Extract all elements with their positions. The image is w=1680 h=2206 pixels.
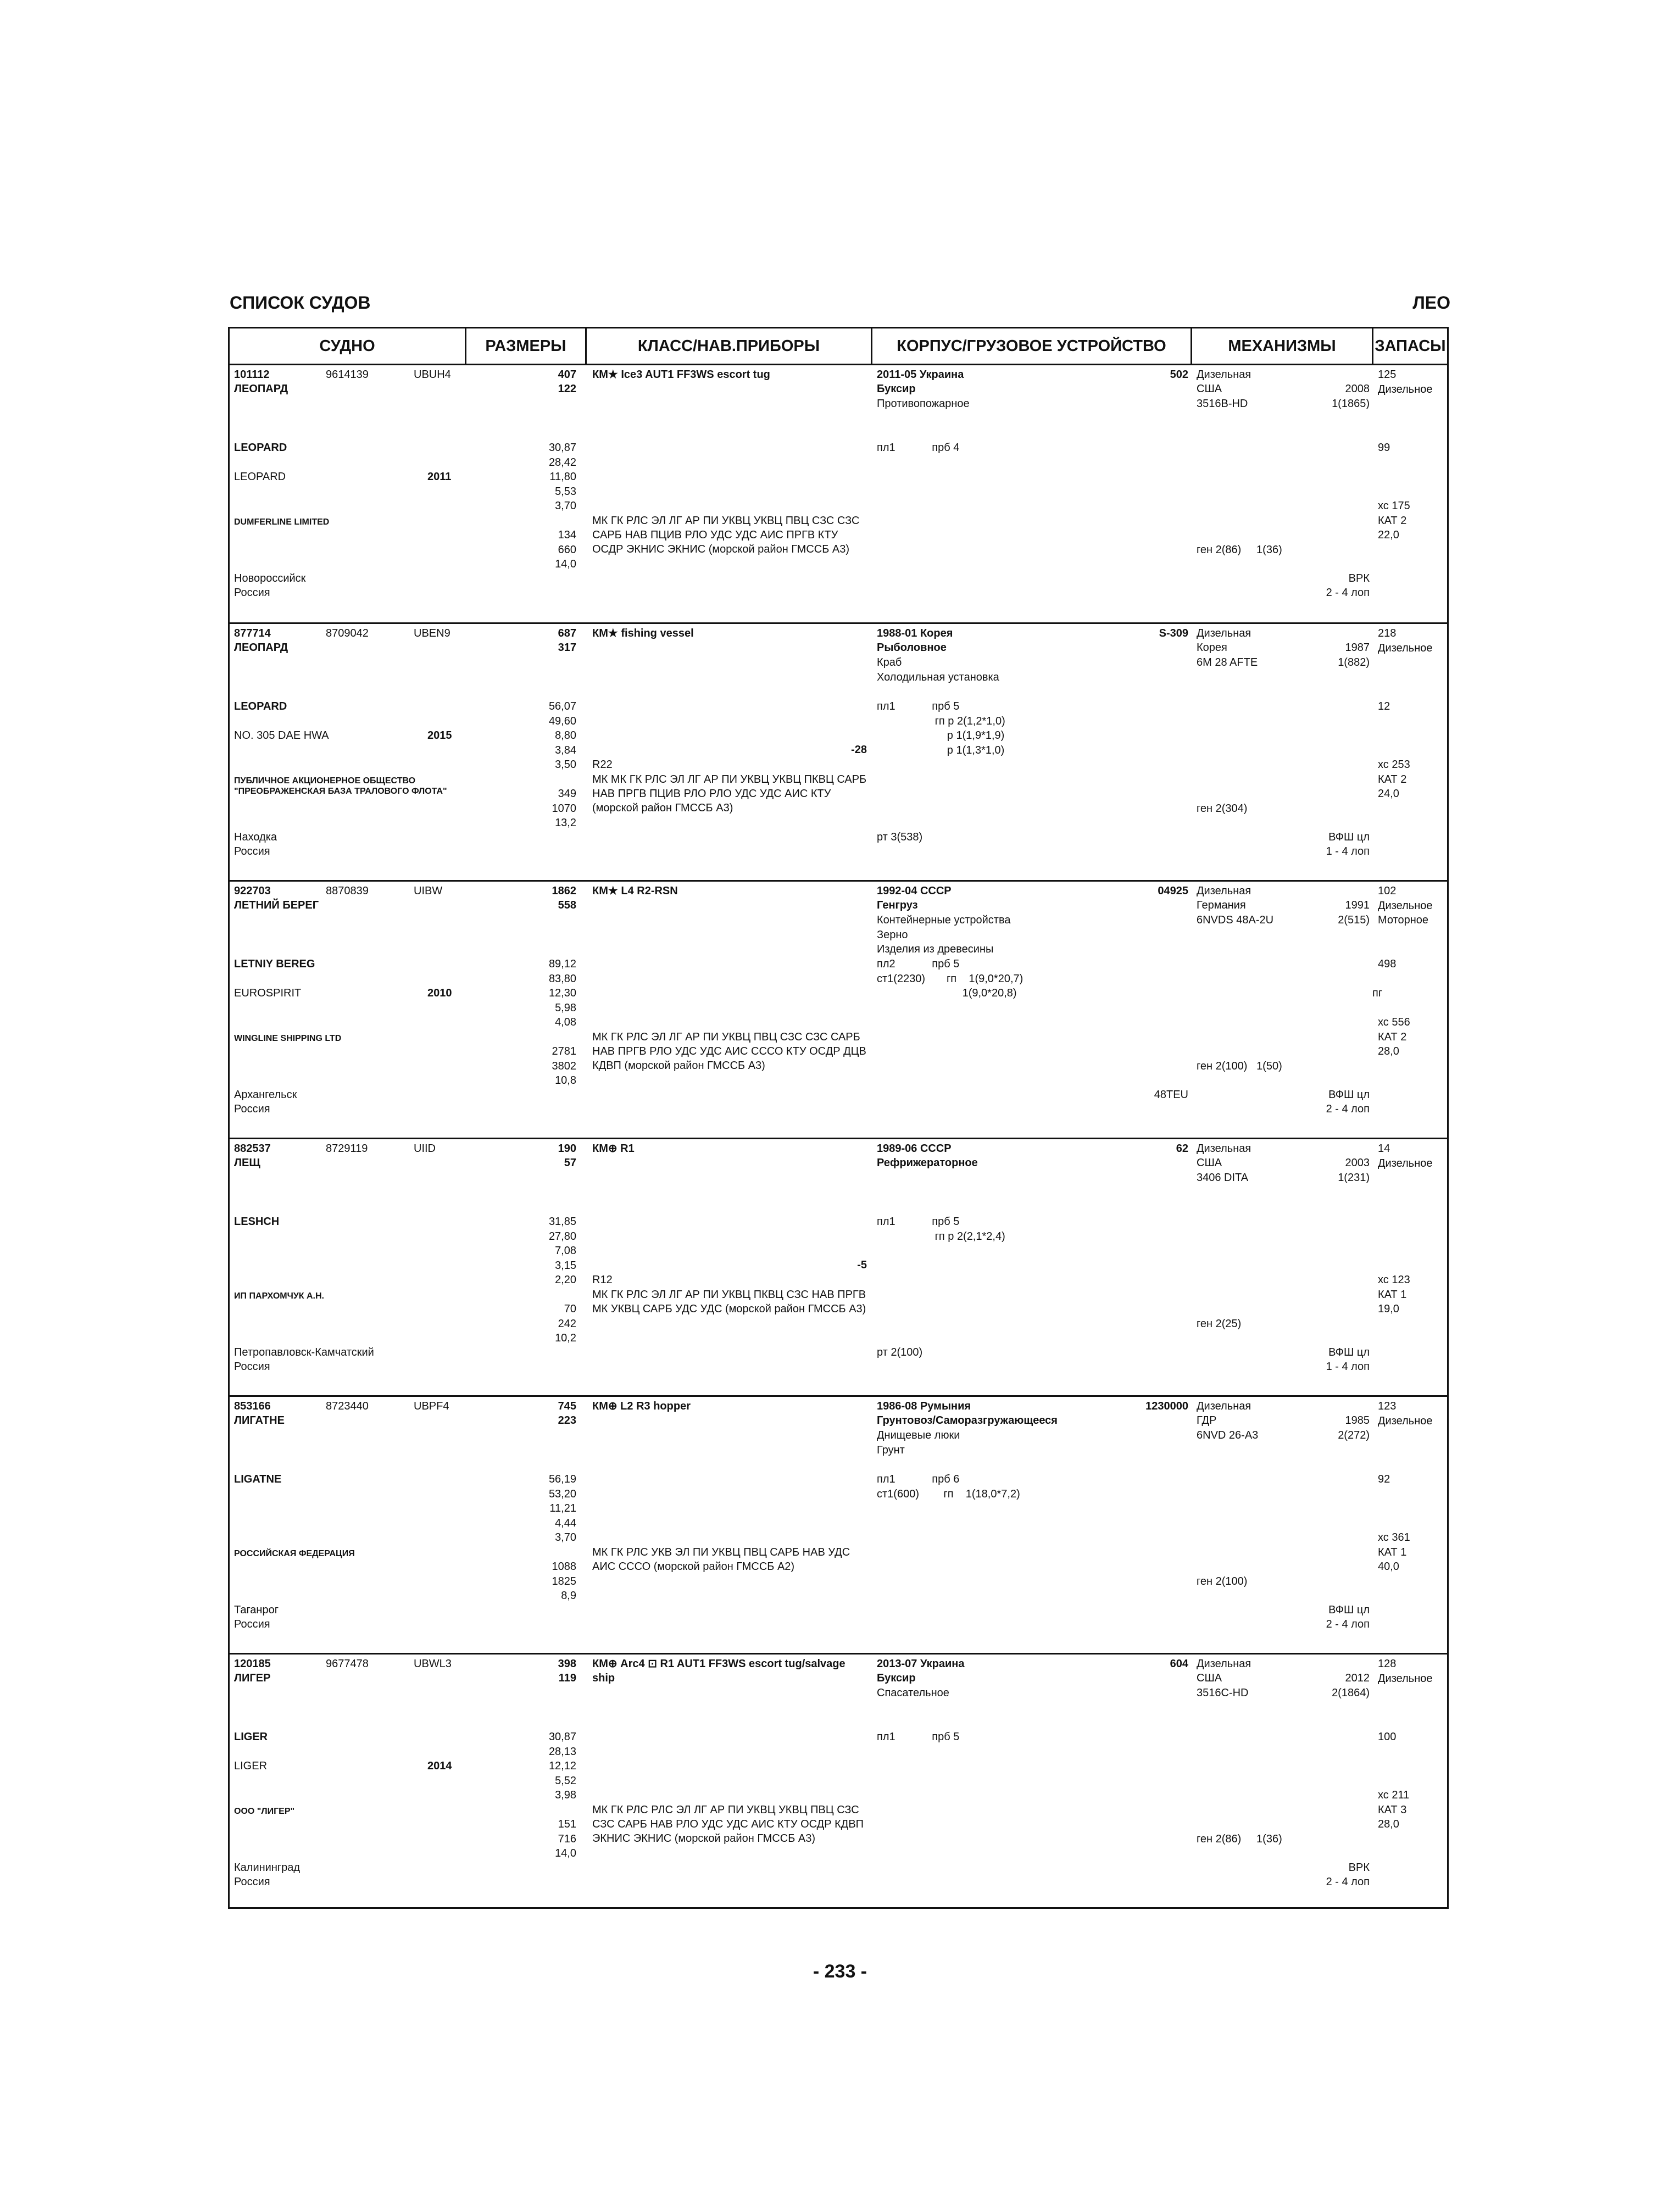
class-notation: КМ★ fishing vessel xyxy=(592,627,694,639)
owner-name: DUMFERLINE LIMITED xyxy=(234,517,330,527)
class-notation: КМ⊕ Arc4 ⊡ R1 AUT1 FF3WS escort tug/salvage xyxy=(592,1658,845,1670)
dimension-value: 3,70 xyxy=(555,1531,576,1544)
dimension-value: 134 xyxy=(558,529,576,541)
vessel-name-ru: ЛЕОПАРД xyxy=(234,642,288,654)
gross-tonnage: 687 xyxy=(558,627,576,639)
header-right-title: ЛЕО xyxy=(1412,293,1450,313)
owner-name: ПУБЛИЧНОЕ АКЦИОНЕРНОЕ ОБЩЕСТВО "ПРЕОБРАЖЕНСКАЯ БАЗА ТРАЛОВОГО ФЛОТА" xyxy=(234,776,447,796)
propeller-type: ВФШ цл xyxy=(1328,831,1370,843)
vessel-type: Буксир xyxy=(877,1672,916,1684)
supply-value: 24,0 xyxy=(1378,788,1399,800)
hull-number: 62 xyxy=(1176,1143,1188,1155)
supply-value: 125 xyxy=(1378,369,1397,381)
dimension-value: 10,8 xyxy=(555,1074,576,1087)
hull-number: 1230000 xyxy=(1145,1400,1188,1412)
dimension-value: 5,52 xyxy=(555,1774,576,1787)
supply-value: хс 361 xyxy=(1378,1531,1410,1544)
net-tonnage: 122 xyxy=(558,383,576,395)
hull-number: S-309 xyxy=(1159,627,1188,639)
call-sign: UIBW xyxy=(414,885,443,897)
engine-power: 2(1864) xyxy=(1332,1687,1370,1699)
supply-value: Дизельное xyxy=(1378,1157,1433,1169)
vessel-name-en: LEOPARD xyxy=(234,700,287,712)
dimension-value: 28,13 xyxy=(548,1745,576,1758)
owner-name: ООО "ЛИГЕР" xyxy=(234,1807,295,1816)
gross-tonnage: 190 xyxy=(558,1143,576,1155)
propeller-blades: 2 - 4 лоп xyxy=(1326,1618,1370,1630)
home-port: Новороссийск xyxy=(234,572,306,584)
vessel-name-ru: ЛЕТНИЙ БЕРЕГ xyxy=(234,899,319,911)
home-port: Находка xyxy=(234,831,277,843)
engine-model: 3406 DITA xyxy=(1197,1172,1249,1184)
supply-value: Дизельное xyxy=(1378,1414,1433,1427)
vessel-type: Рыболовное xyxy=(877,642,947,654)
call-sign: UBEN9 xyxy=(414,627,450,639)
hull-purpose: Спасательное xyxy=(877,1687,949,1699)
engine-country: ГДР xyxy=(1197,1414,1217,1427)
imo-number: 8729119 xyxy=(326,1143,368,1155)
home-port: Таганрог xyxy=(234,1604,279,1616)
former-name: LIGER xyxy=(234,1760,268,1772)
gross-tonnage: 407 xyxy=(558,369,576,381)
cargo-gear: р 1(1,3*1,0) xyxy=(877,744,1005,756)
col-header-hull: КОРПУС/ГРУЗОВОЕ УСТРОЙСТВО xyxy=(872,328,1192,364)
dimension-value: 2,20 xyxy=(555,1274,576,1286)
supply-value: 28,0 xyxy=(1378,1818,1399,1830)
gross-tonnage: 398 xyxy=(558,1658,576,1670)
dimension-value: 3,50 xyxy=(555,759,576,771)
net-tonnage: 317 xyxy=(558,642,576,654)
vessel-record xyxy=(230,880,1447,1139)
supply-value: 12 xyxy=(1378,700,1390,712)
dimension-value: 4,44 xyxy=(555,1517,576,1529)
vessel-record xyxy=(230,1653,1447,1909)
dimension-value: 27,80 xyxy=(548,1230,576,1243)
supply-value: хс 253 xyxy=(1378,759,1410,771)
vessel-record xyxy=(230,622,1447,882)
gross-tonnage: 745 xyxy=(558,1400,576,1412)
dimension-value: 12,12 xyxy=(548,1760,576,1772)
engine-model: 6NVD 26-A3 xyxy=(1197,1429,1259,1441)
dimension-value: 14,0 xyxy=(555,558,576,570)
cargo-gear: р 1(1,9*1,9) xyxy=(877,729,1005,742)
engine-country: США xyxy=(1197,1672,1222,1684)
dimension-value: 49,60 xyxy=(548,715,576,727)
dimension-value: 30,87 xyxy=(548,1731,576,1743)
supply-value: 19,0 xyxy=(1378,1303,1399,1315)
supply-value: КАТ 2 xyxy=(1378,773,1407,786)
cargo-gear: пл1 прб 5 xyxy=(877,1216,960,1228)
vessel-type: Генгруз xyxy=(877,899,918,911)
imo-number: 8723440 xyxy=(326,1400,369,1412)
hull-purpose: Днищевые люки xyxy=(877,1429,960,1441)
col-header-sizes: РАЗМЕРЫ xyxy=(466,328,587,364)
owner-name: ИП ПАРХОМЧУК А.Н. xyxy=(234,1291,324,1301)
supply-value: 28,0 xyxy=(1378,1045,1399,1057)
engine-country: США xyxy=(1197,383,1222,395)
dimension-value: 12,30 xyxy=(548,987,576,999)
supply-value: 14 xyxy=(1378,1143,1390,1155)
generators: ген 2(100) xyxy=(1197,1575,1248,1587)
build-date-country: 1986-08 Румыния xyxy=(877,1400,971,1412)
class-notation: КМ⊕ L2 R3 hopper xyxy=(592,1400,691,1412)
hull-purpose: Краб xyxy=(877,656,902,669)
generators: ген 2(100) 1(50) xyxy=(1197,1060,1282,1072)
class-side-value: -28 xyxy=(851,744,867,756)
cargo-gear: пл1 прб 6 xyxy=(877,1473,960,1485)
engine-year: 1987 xyxy=(1345,642,1370,654)
vessel-record xyxy=(230,1395,1447,1654)
class-notation: КМ★ Ice3 AUT1 FF3WS escort tug xyxy=(592,369,770,381)
refrigeration-capacity: рт 3(538) xyxy=(877,831,923,843)
dimension-value: 1825 xyxy=(552,1575,576,1587)
flag-country: Россия xyxy=(234,587,270,599)
flag-country: Россия xyxy=(234,1361,270,1373)
col-header-vessel: СУДНО xyxy=(230,328,466,364)
dimension-value: 83,80 xyxy=(548,972,576,985)
propeller-blades: 2 - 4 лоп xyxy=(1326,587,1370,599)
dimension-value: 7,08 xyxy=(555,1245,576,1257)
nav-equipment: МК МК ГК РЛС ЭЛ ЛГ АР ПИ УКВЦ УКВЦ ПКВЦ САРБ НАВ ПРГВ ПЦИВ РЛО РЛО УДС УДС АИС КТУ (морской район ГМССБ А3) xyxy=(592,773,867,814)
vessel-name-ru: ЛИГАТНЕ xyxy=(234,1414,285,1427)
dimension-value: 30,87 xyxy=(548,442,576,454)
dimension-value: 56,19 xyxy=(548,1473,576,1485)
engine-type: Дизельная xyxy=(1197,885,1251,897)
nav-equipment: МК ГК РЛС ЭЛ ЛГ АР ПИ УКВЦ ПКВЦ СЗС НАВ ПРГВ МК УКВЦ САРБ УДС УДС (морской район ГМССБ А3) xyxy=(592,1289,866,1315)
imo-number: 8870839 xyxy=(326,885,369,897)
dimension-value: 716 xyxy=(558,1832,576,1845)
rename-year: 2015 xyxy=(427,729,452,742)
home-port: Калининград xyxy=(234,1862,301,1874)
reg-number: 853166 xyxy=(234,1400,271,1412)
cargo-gear: пл2 прб 5 xyxy=(877,958,960,970)
engine-year: 2008 xyxy=(1345,383,1370,395)
generators: ген 2(86) 1(36) xyxy=(1197,1833,1282,1845)
nav-equipment: МК ГК РЛС РЛС ЭЛ ЛГ АР ПИ УКВЦ УКВЦ ПВЦ СЗС СЗС САРБ НАВ РЛО УДС УДС АИС КТУ ОСДР КДВП ЭКНИС ЭКНИС (морской район ГМССБ А3) xyxy=(592,1804,864,1845)
vessel-type: Рефрижераторное xyxy=(877,1157,978,1169)
refrigeration-capacity: рт 2(100) xyxy=(877,1346,923,1358)
dimension-value: 3802 xyxy=(552,1060,576,1072)
hull-purpose: Грунт xyxy=(877,1444,905,1456)
supply-value: 123 xyxy=(1378,1400,1397,1412)
net-tonnage: 223 xyxy=(558,1414,576,1427)
vessel-type: Буксир xyxy=(877,383,916,395)
cargo-gear: ст1(2230) гп 1(9,0*20,7) xyxy=(877,972,1023,985)
nav-equipment: МК ГК РЛС ЭЛ ЛГ АР ПИ УКВЦ УКВЦ ПВЦ СЗС СЗС САРБ НАВ ПЦИВ РЛО УДС УДС АИС ПРГВ КТУ ОСДР ЭКНИС ЭКНИС (морской район ГМССБ А3) xyxy=(592,515,860,555)
hull-number: 04925 xyxy=(1158,885,1188,897)
vessel-name-en: LEOPARD xyxy=(234,442,287,454)
call-sign: UIID xyxy=(414,1143,436,1155)
dimension-value: 89,12 xyxy=(548,958,576,970)
owner-name: РОССИЙСКАЯ ФЕДЕРАЦИЯ xyxy=(234,1549,355,1558)
hull-purpose: Контейнерные устройства xyxy=(877,914,1011,926)
col-header-machinery: МЕХАНИЗМЫ xyxy=(1192,328,1373,364)
vessel-type: Грунтовоз/Саморазгружающееся xyxy=(877,1414,1058,1427)
dimension-value: 8,80 xyxy=(555,729,576,742)
dimension-value: 5,53 xyxy=(555,485,576,498)
col-header-supplies: ЗАПАСЫ xyxy=(1375,337,1446,355)
propeller-blades: 2 - 4 лоп xyxy=(1326,1103,1370,1115)
flag-country: Россия xyxy=(234,1618,270,1630)
supply-value: КАТ 2 xyxy=(1378,514,1407,527)
nav-equipment: МК ГК РЛС ЭЛ ЛГ АР ПИ УКВЦ ПВЦ СЗС СЗС САРБ НАВ ПРГВ РЛО УДС УДС АИС СССО КТУ ОСДР ДЦВ КДВП (морской район ГМССБ А3) xyxy=(592,1031,866,1072)
engine-year: 2003 xyxy=(1345,1157,1370,1169)
supply-value: 92 xyxy=(1378,1473,1390,1485)
class-side-value: -5 xyxy=(857,1259,867,1271)
call-sign: UBWL3 xyxy=(414,1658,452,1670)
vessel-name-en: LESHCH xyxy=(234,1216,280,1228)
reg-number: 877714 xyxy=(234,627,271,639)
cargo-gear: гп р 2(1,2*1,0) xyxy=(877,715,1005,727)
propeller-type: ВФШ цл xyxy=(1328,1089,1370,1101)
rename-year: 2014 xyxy=(427,1760,452,1772)
vessel-name-en: LIGATNE xyxy=(234,1473,282,1485)
build-date-country: 1992-04 СССР xyxy=(877,885,952,897)
dimension-value: 70 xyxy=(564,1303,576,1315)
flag-country: Россия xyxy=(234,845,270,857)
former-name: NO. 305 DAE HWA xyxy=(234,729,329,742)
col-header-class: КЛАСС/НАВ.ПРИБОРЫ xyxy=(587,328,872,364)
supply-value: Дизельное xyxy=(1378,1672,1433,1685)
engine-country: США xyxy=(1197,1157,1222,1169)
hull-purpose: Изделия из древесины xyxy=(877,943,994,955)
dimension-value: 13,2 xyxy=(555,817,576,829)
class-ice-note: R12 xyxy=(592,1274,613,1286)
supply-value: 218 xyxy=(1378,627,1397,639)
cargo-gear: гп р 2(2,1*2,4) xyxy=(877,1230,1005,1243)
ship-list-table xyxy=(228,327,1449,1909)
dimension-value: 1070 xyxy=(552,802,576,815)
engine-power: 1(1865) xyxy=(1332,398,1370,410)
class-ice-note: R22 xyxy=(592,759,613,771)
dimension-value: 660 xyxy=(558,543,576,556)
engine-country: Германия xyxy=(1197,899,1246,911)
supply-value: хс 211 xyxy=(1378,1789,1410,1801)
dimension-value: 5,98 xyxy=(555,1001,576,1014)
build-date-country: 2011-05 Украина xyxy=(877,369,964,381)
supply-value: 498 xyxy=(1378,958,1397,970)
supply-value: 40,0 xyxy=(1378,1561,1399,1573)
supply-value: Дизельное xyxy=(1378,642,1433,654)
reg-number: 120185 xyxy=(234,1658,271,1670)
rename-year: 2011 xyxy=(427,471,452,483)
engine-model: 6NVDS 48A-2U xyxy=(1197,914,1274,926)
call-sign: UBUH4 xyxy=(414,369,451,381)
engine-model: 3516B-HD xyxy=(1197,398,1248,410)
dimension-value: 3,15 xyxy=(555,1259,576,1272)
class-notation-cont: ship xyxy=(592,1672,615,1684)
supply-value: Моторное xyxy=(1378,914,1429,926)
engine-power: 1(882) xyxy=(1338,656,1370,669)
dimension-value: 10,2 xyxy=(555,1332,576,1344)
supply-value: Дизельное xyxy=(1378,383,1433,395)
engine-power: 1(231) xyxy=(1338,1172,1370,1184)
header-left-title: СПИСОК СУДОВ xyxy=(230,293,371,313)
reg-number: 922703 xyxy=(234,885,271,897)
owner-name: WINGLINE SHIPPING LTD xyxy=(234,1034,342,1043)
supply-value: хс 556 xyxy=(1378,1016,1410,1028)
propeller-blades: 2 - 4 лоп xyxy=(1326,1876,1370,1888)
nav-equipment: МК ГК РЛС УКВ ЭЛ ПИ УКВЦ ПВЦ САРБ НАВ УДС АИС СССО (морской район ГМССБ А2) xyxy=(592,1546,850,1573)
generators: ген 2(86) 1(36) xyxy=(1197,544,1282,556)
supply-value: 128 xyxy=(1378,1658,1397,1670)
fuel-note: пг xyxy=(1372,987,1383,999)
reg-number: 101112 xyxy=(234,369,270,381)
engine-type: Дизельная xyxy=(1197,1143,1251,1155)
imo-number: 9677478 xyxy=(326,1658,369,1670)
build-date-country: 2013-07 Украина xyxy=(877,1658,965,1670)
generators: ген 2(25) xyxy=(1197,1318,1242,1330)
generators: ген 2(304) xyxy=(1197,803,1248,815)
cargo-gear: пл1 прб 4 xyxy=(877,442,960,454)
supply-value: КАТ 3 xyxy=(1378,1803,1407,1816)
page-number: - 233 - xyxy=(813,1961,867,1982)
former-name: EUROSPIRIT xyxy=(234,987,302,999)
build-date-country: 1989-06 СССР xyxy=(877,1143,952,1155)
engine-country: Корея xyxy=(1197,642,1227,654)
supply-value: 100 xyxy=(1378,1731,1397,1743)
supply-value: хс 175 xyxy=(1378,500,1410,512)
supply-value: КАТ 1 xyxy=(1378,1288,1407,1301)
vessel-record xyxy=(230,365,1447,622)
dimension-value: 56,07 xyxy=(548,700,576,712)
dimension-value: 11,80 xyxy=(549,471,576,483)
supply-value: хс 123 xyxy=(1378,1274,1410,1286)
vessel-record xyxy=(230,1138,1447,1397)
supply-value: Дизельное xyxy=(1378,899,1433,912)
rename-year: 2010 xyxy=(427,987,452,999)
dimension-value: 8,9 xyxy=(561,1590,576,1602)
supply-value: 22,0 xyxy=(1378,529,1399,541)
dimension-value: 349 xyxy=(558,788,576,800)
cargo-gear: ст1(600) гп 1(18,0*7,2) xyxy=(877,1488,1020,1500)
engine-year: 2012 xyxy=(1345,1672,1370,1684)
propeller-type: ВФШ цл xyxy=(1328,1346,1370,1358)
net-tonnage: 57 xyxy=(564,1157,576,1169)
flag-country: Россия xyxy=(234,1876,270,1888)
imo-number: 9614139 xyxy=(326,369,369,381)
propeller-type: ВРК xyxy=(1348,572,1370,584)
propeller-type: ВФШ цл xyxy=(1328,1604,1370,1616)
dimension-value: 242 xyxy=(558,1317,576,1330)
former-name: LEOPARD xyxy=(234,471,286,483)
supply-value: 102 xyxy=(1378,885,1397,897)
supply-value: 99 xyxy=(1378,442,1390,454)
engine-type: Дизельная xyxy=(1197,1400,1251,1412)
dimension-value: 53,20 xyxy=(548,1488,576,1500)
engine-year: 1991 xyxy=(1345,899,1370,911)
vessel-name-ru: ЛИГЕР xyxy=(234,1672,271,1684)
net-tonnage: 119 xyxy=(558,1672,576,1684)
cargo-gear: пл1 прб 5 xyxy=(877,700,960,712)
build-date-country: 1988-01 Корея xyxy=(877,627,953,639)
flag-country: Россия xyxy=(234,1103,270,1115)
engine-power: 2(515) xyxy=(1338,914,1370,926)
dimension-value: 11,21 xyxy=(549,1502,576,1514)
dimension-value: 3,98 xyxy=(555,1789,576,1801)
dimension-value: 2781 xyxy=(552,1045,576,1057)
engine-type: Дизельная xyxy=(1197,1658,1251,1670)
propeller-blades: 1 - 4 лоп xyxy=(1326,845,1370,857)
propeller-type: ВРК xyxy=(1348,1862,1370,1874)
call-sign: UBPF4 xyxy=(414,1400,449,1412)
engine-type: Дизельная xyxy=(1197,627,1251,639)
dimension-value: 28,42 xyxy=(548,456,576,469)
engine-power: 2(272) xyxy=(1338,1429,1370,1441)
home-port: Архангельск xyxy=(234,1089,297,1101)
gross-tonnage: 1862 xyxy=(552,885,576,897)
hull-number: 502 xyxy=(1170,369,1188,381)
vessel-name-ru: ЛЕОПАРД xyxy=(234,383,288,395)
hull-purpose: Зерно xyxy=(877,928,908,941)
cargo-gear: пл1 прб 5 xyxy=(877,1731,960,1743)
dimension-value: 4,08 xyxy=(555,1016,576,1028)
hull-purpose: Противопожарное xyxy=(877,398,970,410)
supply-value: КАТ 1 xyxy=(1378,1546,1407,1558)
propeller-blades: 1 - 4 лоп xyxy=(1326,1361,1370,1373)
imo-number: 8709042 xyxy=(326,627,369,639)
cargo-gear: 1(9,0*20,8) xyxy=(877,987,1017,999)
class-notation: КМ⊕ R1 xyxy=(592,1143,635,1155)
dimension-value: 151 xyxy=(558,1818,576,1830)
net-tonnage: 558 xyxy=(558,899,576,911)
hull-number: 604 xyxy=(1170,1658,1188,1670)
class-notation: КМ★ L4 R2-RSN xyxy=(592,885,678,897)
hull-purpose: Холодильная установка xyxy=(877,671,999,683)
dimension-value: 3,70 xyxy=(555,500,576,512)
dimension-value: 1088 xyxy=(552,1561,576,1573)
dimension-value: 14,0 xyxy=(555,1847,576,1859)
container-capacity: 48TEU xyxy=(1154,1089,1188,1101)
vessel-name-en: LIGER xyxy=(234,1731,268,1743)
supply-value: КАТ 2 xyxy=(1378,1030,1407,1043)
home-port: Петропавловск-Камчатский xyxy=(234,1346,374,1358)
reg-number: 882537 xyxy=(234,1143,271,1155)
engine-model: 6M 28 AFTE xyxy=(1197,656,1258,669)
dimension-value: 3,84 xyxy=(555,744,576,756)
vessel-name-en: LETNIY BEREG xyxy=(234,958,315,970)
vessel-name-ru: ЛЕЩ xyxy=(234,1157,260,1169)
engine-type: Дизельная xyxy=(1197,369,1251,381)
engine-model: 3516C-HD xyxy=(1197,1687,1249,1699)
dimension-value: 31,85 xyxy=(548,1216,576,1228)
engine-year: 1985 xyxy=(1345,1414,1370,1427)
